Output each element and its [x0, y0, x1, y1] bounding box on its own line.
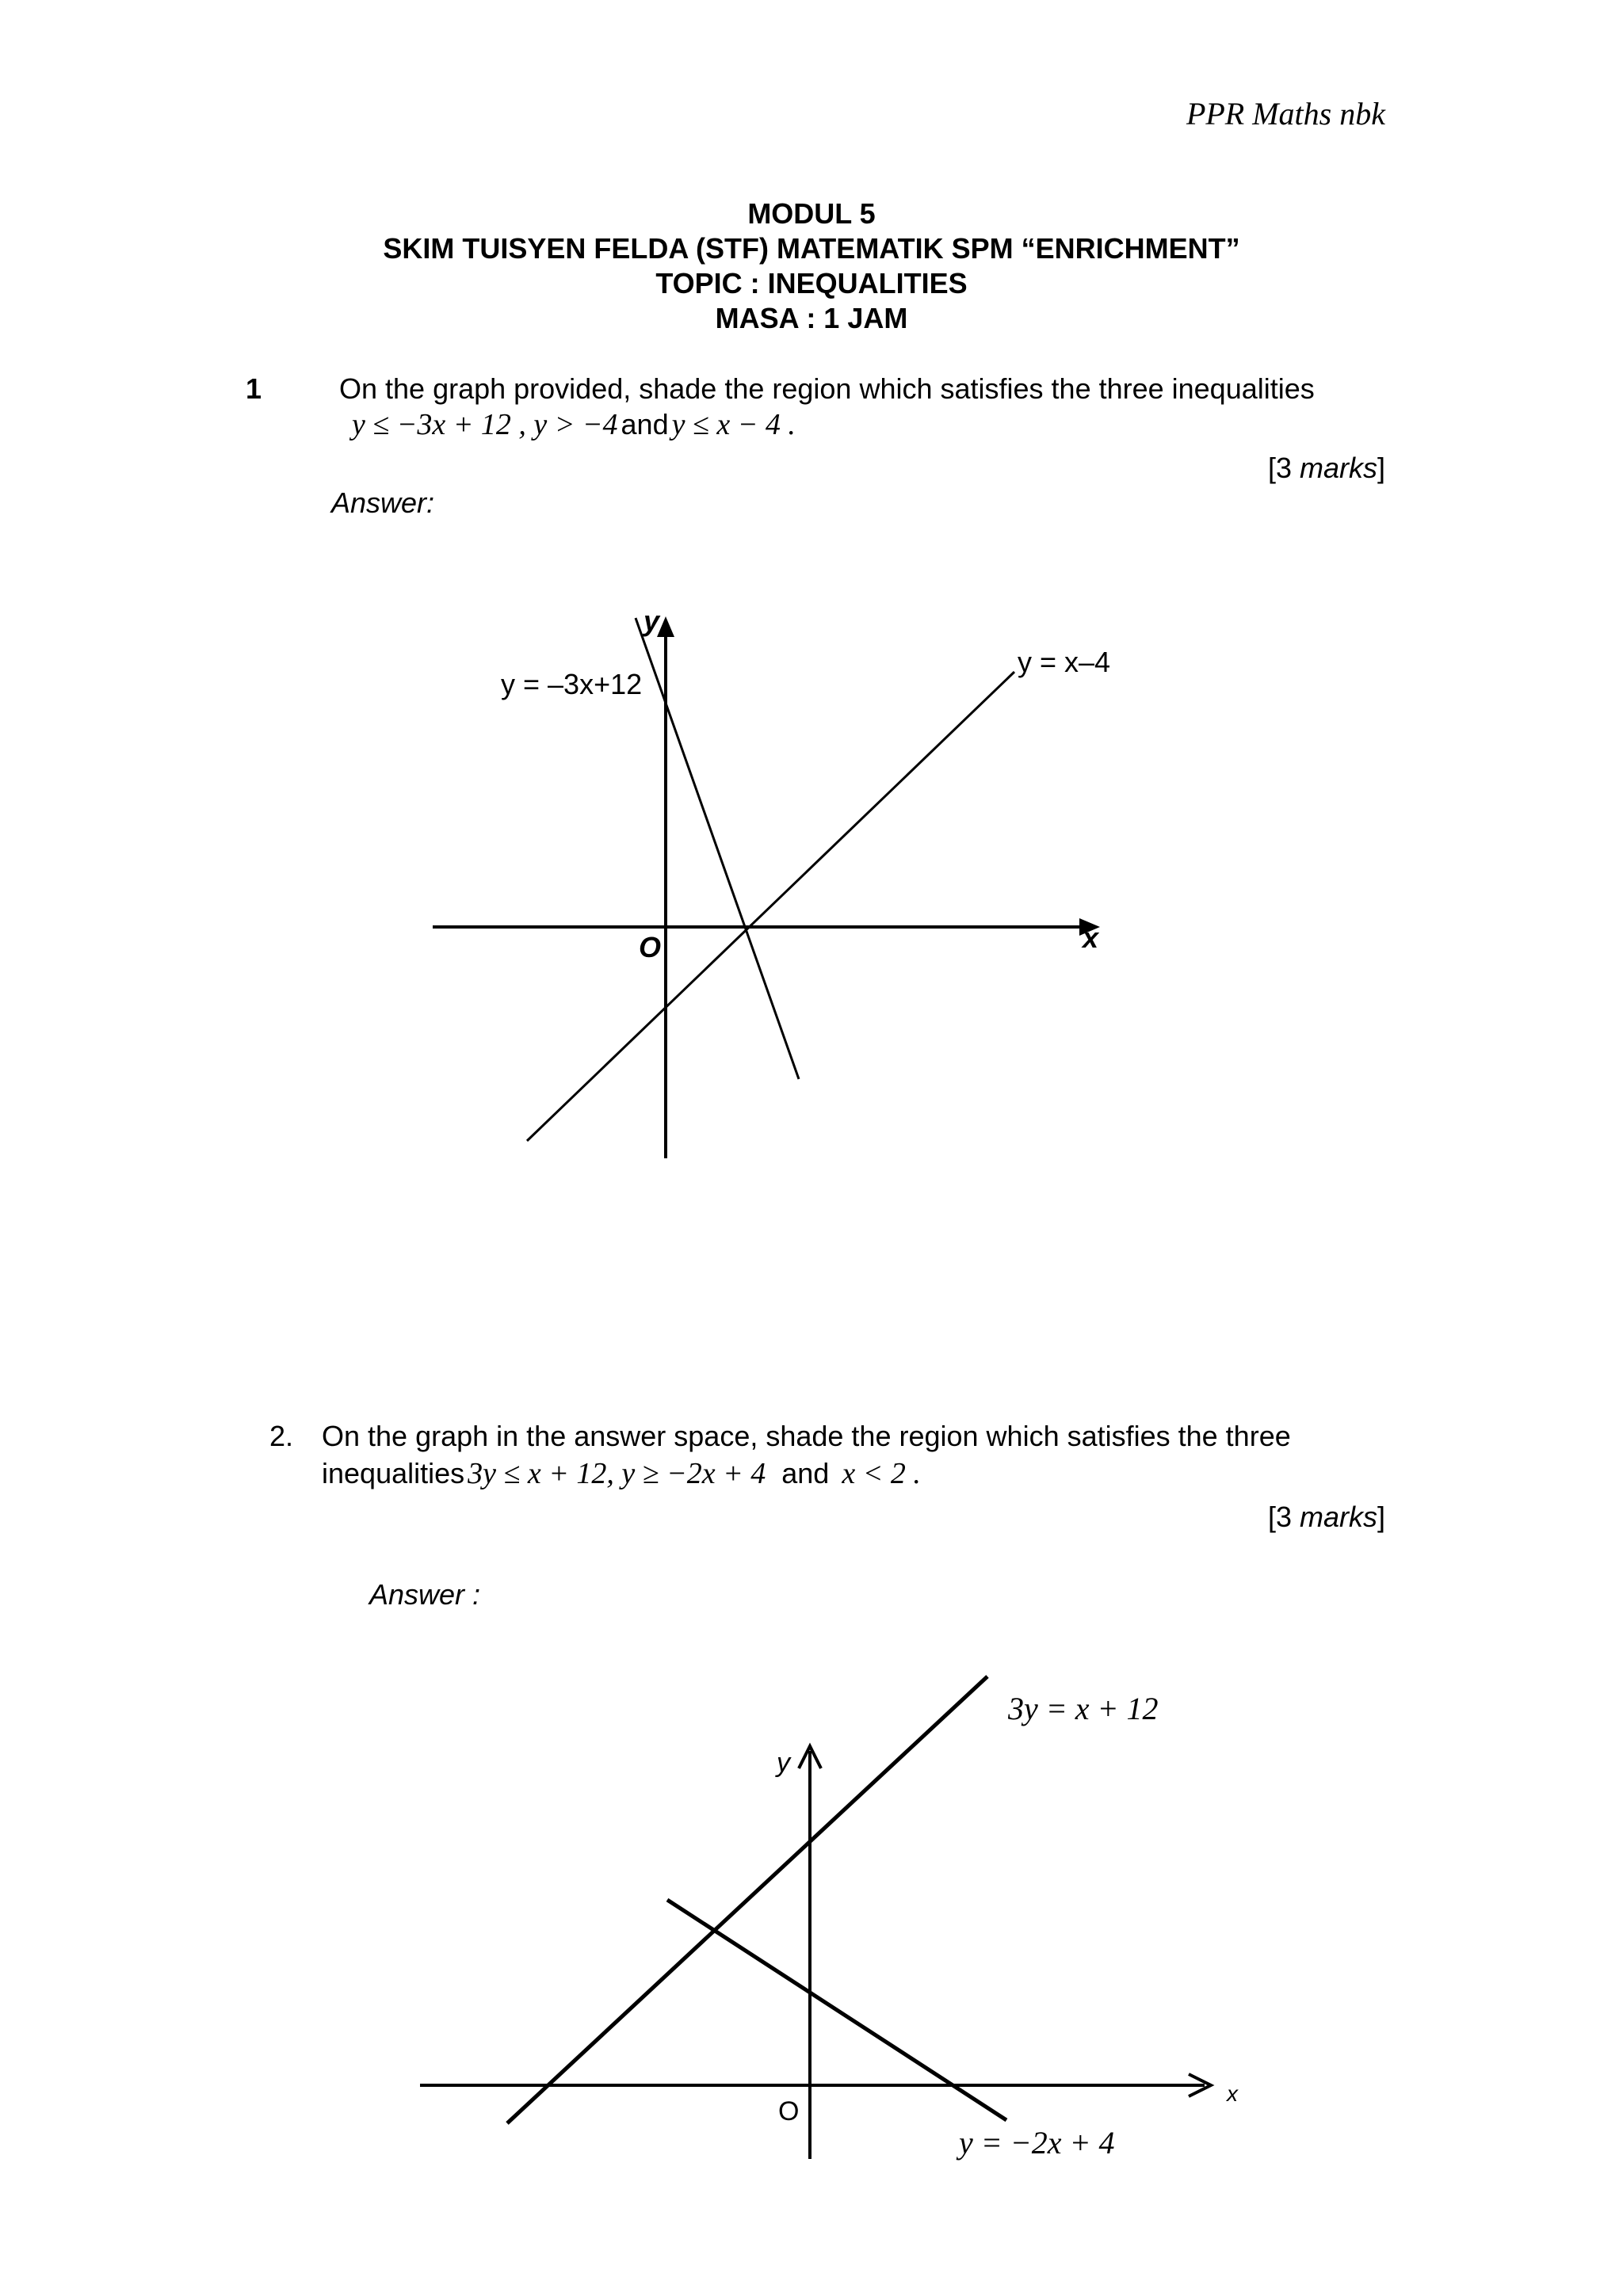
header-right-text: PPR Maths nbk — [1186, 96, 1385, 132]
question-1-inequality-last: y ≤ x − 4 . — [671, 408, 796, 441]
question-1-answer-label: Answer: — [331, 486, 435, 519]
title-line-1: MODUL 5 — [747, 197, 876, 230]
question-1-and: and — [621, 408, 669, 441]
graph-2-y-label: y — [777, 1748, 790, 1778]
graph-2-line-a — [507, 1676, 987, 2123]
title-line-4: MASA : 1 JAM — [715, 302, 908, 334]
question-2-and: and — [781, 1457, 830, 1489]
question-2-inequalities: 3y ≤ x + 12, y ≥ −2x + 4 — [468, 1457, 766, 1490]
graph-2-origin-label: O — [778, 2096, 800, 2126]
question-2-answer-label: Answer : — [369, 1578, 481, 1611]
marks-close: ] — [1377, 1501, 1385, 1533]
marks-word: marks — [1299, 1501, 1377, 1533]
question-2-inequality-last: x < 2 . — [842, 1457, 921, 1490]
title-line-3: TOPIC : INEQUALITIES — [655, 267, 968, 299]
graph-2-line-b — [667, 1900, 1006, 2120]
graph-2-line-a-label: 3y = x + 12 — [1008, 1691, 1159, 1726]
marks-word: marks — [1299, 452, 1377, 484]
graph-1-y-label: y — [643, 605, 660, 637]
title-line-2: SKIM TUISYEN FELDA (STF) MATEMATIK SPM “ENRICHMENT” — [383, 232, 1240, 265]
graph-1-line-b-label: y = x–4 — [1018, 646, 1111, 678]
marks-open: [3 — [1267, 1501, 1300, 1533]
question-2-number: 2. — [269, 1420, 294, 1452]
graph-1-line-a-label: y = –3x+12 — [501, 668, 643, 700]
question-1-text: On the graph provided, shade the region which satisfies the three inequalities — [339, 372, 1315, 405]
marks-close: ] — [1377, 452, 1385, 484]
marks-open: [3 — [1267, 452, 1300, 484]
graph-2-x-label: x — [1227, 2081, 1238, 2106]
question-1-number: 1 — [246, 372, 262, 405]
graph-1-x-label: x — [1083, 921, 1099, 954]
question-2-text: On the graph in the answer space, shade the region which satisfies the three — [322, 1420, 1291, 1452]
graph-1-origin-label: O — [639, 931, 662, 963]
question-1-inequalities: y ≤ −3x + 12 , y > −4 — [352, 408, 618, 441]
question-2-inequalities-prefix: inequalities — [322, 1457, 465, 1489]
graph-2-line-b-label: y = −2x + 4 — [959, 2125, 1115, 2161]
